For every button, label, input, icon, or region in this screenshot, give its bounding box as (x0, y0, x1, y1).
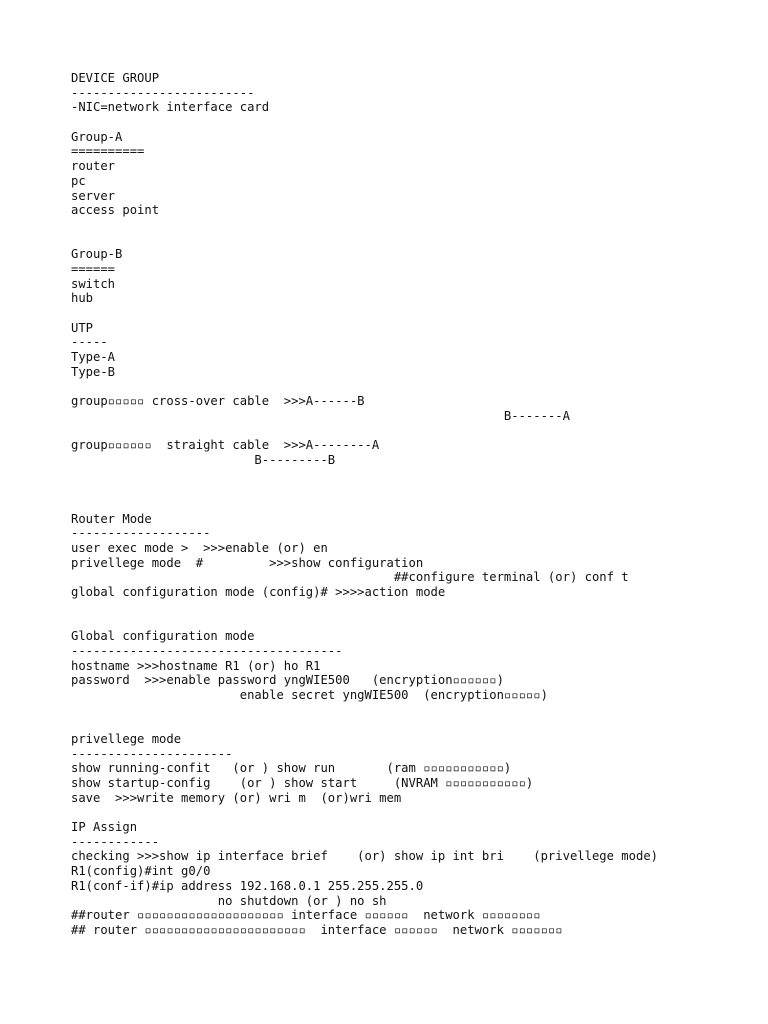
text-line: B---------B (71, 452, 336, 467)
text-line: ## router ▫▫▫▫▫▫▫▫▫▫▫▫▫▫▫▫▫▫▫▫▫▫ interface ▫▫▫▫▫▫ network ▫▫▫▫▫▫▫ (71, 922, 563, 937)
text-line: UTP (71, 320, 94, 335)
text-line: ========== (71, 144, 145, 159)
text-line: access point (71, 203, 160, 218)
text-line: IP Assign (71, 820, 138, 835)
text-line: ------------------- (71, 526, 211, 541)
text-line: Router Mode (71, 511, 152, 526)
text-line: group▫▫▫▫▫▫ straight cable >>>A--------A (71, 438, 380, 453)
text-line: Global configuration mode (71, 629, 255, 644)
text-line: ------------ (71, 834, 160, 849)
text-line: hostname >>>hostname R1 (or) ho R1 (71, 658, 321, 673)
text-line: ##configure terminal (or) conf t (71, 570, 629, 585)
blank-line (71, 600, 761, 615)
text-line: group▫▫▫▫▫ cross-over cable >>>A------B (71, 394, 365, 409)
text-line: hub (71, 291, 94, 306)
blank-line (71, 482, 761, 497)
text-line: save >>>write memory (or) wri m (or)wri mem (71, 790, 402, 805)
text-line: R1(conf-if)#ip address 192.168.0.1 255.255.255.0 (71, 878, 424, 893)
text-line: server (71, 188, 116, 203)
text-line: ---------------------- (71, 746, 233, 761)
blank-line (71, 614, 761, 629)
text-line: router (71, 159, 116, 174)
text-line: Type-B (71, 364, 116, 379)
text-line: ====== (71, 261, 116, 276)
text-line: ------------------------- (71, 85, 255, 100)
text-line: Group-A (71, 129, 123, 144)
text-line: switch (71, 276, 116, 291)
text-line: privellege mode # >>>show configuration (71, 555, 424, 570)
text-line: no shutdown (or ) no sh (71, 893, 387, 908)
text-line: privellege mode (71, 731, 182, 746)
blank-line (71, 306, 761, 321)
document-body (71, 71, 761, 938)
blank-line (71, 218, 761, 233)
blank-line (71, 468, 761, 483)
text-line: password >>>enable password yngWIE500 (encryption▫▫▫▫▫▫) (71, 673, 504, 688)
text-line: show startup-config (or ) show start (NVRAM ▫▫▫▫▫▫▫▫▫▫▫) (71, 776, 534, 790)
text-line: enable secret yngWIE500 (encryption▫▫▫▫▫) (71, 687, 548, 702)
text-line: ------------------------------------- (71, 643, 343, 658)
blank-line (71, 115, 761, 130)
blank-line (71, 424, 761, 439)
blank-line (71, 379, 761, 394)
text-line: pc (71, 173, 86, 188)
blank-line (71, 717, 761, 732)
blank-line (71, 233, 761, 248)
text-line: -NIC=network interface card (71, 100, 270, 115)
text-line: Type-A (71, 350, 116, 365)
text-line: checking >>>show ip interface brief (or) show ip int bri (privellege mode) (71, 849, 658, 864)
text-line: global configuration mode (config)# >>>>action mode (71, 585, 446, 600)
blank-line (71, 497, 761, 512)
text-line: user exec mode > >>>enable (or) en (71, 541, 328, 555)
blank-line (71, 703, 761, 718)
blank-line (71, 805, 761, 820)
text-line: R1(config)#int g0/0 (71, 864, 211, 879)
text-line: DEVICE GROUP (71, 71, 160, 85)
text-line: Group-B (71, 247, 123, 262)
text-line: ##router ▫▫▫▫▫▫▫▫▫▫▫▫▫▫▫▫▫▫▫▫ interface ▫▫▫▫▫▫ network ▫▫▫▫▫▫▫▫ (71, 908, 541, 923)
text-line: ----- (71, 335, 108, 350)
text-line: show running-confit (or ) show run (ram ▫▫▫▫▫▫▫▫▫▫▫) (71, 761, 512, 776)
text-line: B-------A (71, 408, 570, 423)
